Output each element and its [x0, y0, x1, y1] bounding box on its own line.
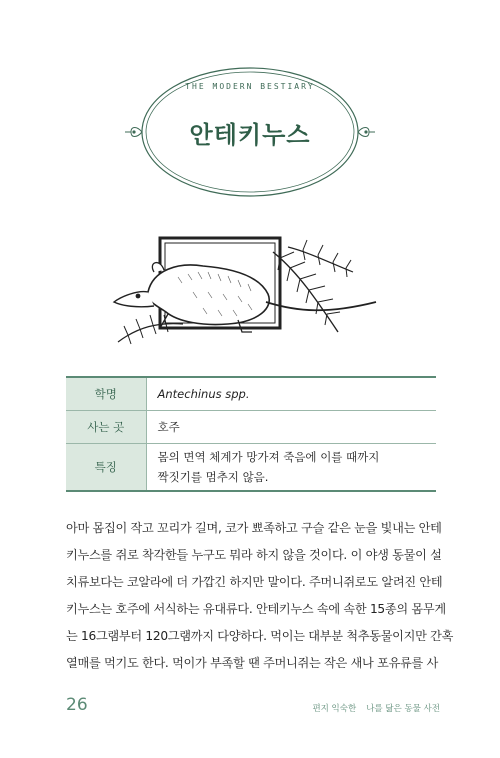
- body-line: 열매를 먹기도 한다. 먹이가 부족할 땐 주머니쥐는 작은 새나 포유류를 사: [66, 656, 439, 670]
- feature-line: 짝짓기를 멈추지 않음.: [157, 469, 269, 484]
- species-info-table: [66, 376, 436, 492]
- body-line: 치류보다는 코알라에 더 가깝긴 하지만 말이다. 주머니쥐로도 알려진 안테: [66, 575, 443, 589]
- antechinus-illustration: [108, 232, 382, 352]
- body-line: 키누스를 쥐로 착각한들 누구도 뭐라 하지 않을 것이다. 이 야생 동물이 설: [66, 548, 442, 562]
- table-row-habitat: [66, 410, 436, 443]
- page-number: 26: [66, 695, 88, 715]
- body-line: 키누스는 호주에 서식하는 유대류다. 안테키누스 속에 속한 15종의 몸무게: [66, 602, 446, 616]
- body-line: 아마 몸집이 작고 꼬리가 길며, 코가 뾰족하고 구슬 같은 눈을 빛내는 안테: [66, 521, 442, 535]
- scientific-name-label: 학명: [66, 377, 146, 410]
- body-line: 는 16그램부터 120그램까지 다양하다. 먹이는 대부분 척추동물이지만 간혹: [66, 629, 454, 643]
- page-title: 안테키누스: [189, 121, 311, 149]
- feature-label: 특징: [66, 443, 146, 491]
- title-emblem: [125, 60, 375, 205]
- table-row-feature: [66, 443, 436, 491]
- habitat-label: 사는 곳: [66, 410, 146, 443]
- series-title: THE MODERN BESTIARY: [185, 82, 315, 91]
- scientific-name-value: Antechinus spp.: [157, 386, 250, 401]
- table-row-scientific-name: [66, 377, 436, 410]
- feature-value: [146, 443, 436, 491]
- running-head: [312, 702, 440, 714]
- running-head-right: 나를 닮은 동물 사전: [366, 704, 440, 714]
- habitat-value: 호주: [157, 419, 180, 434]
- running-head-left: 편지 익숙한: [312, 704, 357, 714]
- feature-line: 몸의 면역 체계가 망가져 죽음에 이를 때까지: [157, 449, 380, 464]
- antechinus-icon: [108, 232, 382, 352]
- body-paragraph: [66, 520, 454, 682]
